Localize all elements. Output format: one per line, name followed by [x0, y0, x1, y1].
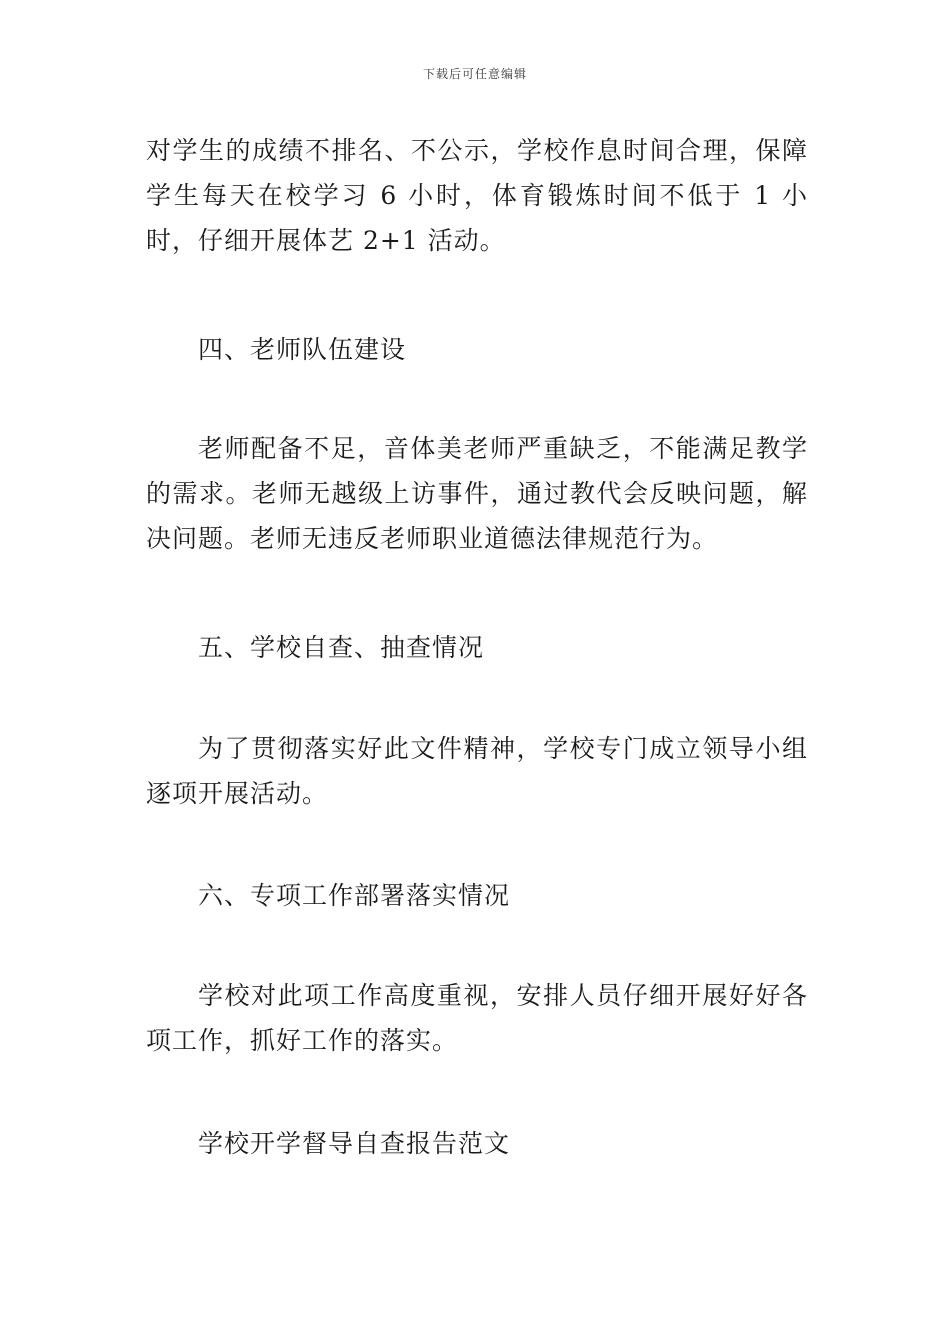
paragraph-special-work: 学校对此项工作高度重视，安排人员仔细开展好好各项工作，抓好工作的落实。 — [146, 981, 808, 1055]
section-heading-5: 五、学校自查、抽查情况 — [198, 633, 485, 662]
document-title-next: 学校开学督导自查报告范文 — [198, 1129, 511, 1158]
section-heading-6: 六、专项工作部署落实情况 — [198, 881, 511, 910]
paragraph-self-inspection: 为了贯彻落实好此文件精神，学校专门成立领导小组逐项开展活动。 — [146, 734, 808, 808]
paragraph-teacher-staffing: 老师配备不足，音体美老师严重缺乏，不能满足教学的需求。老师无越级上访事件，通过教代会反映问题，解决问题。老师无违反老师职业道德法律规范行为。 — [146, 434, 808, 553]
section-heading-4: 四、老师队伍建设 — [198, 335, 407, 364]
paragraph-continued: 对学生的成绩不排名、不公示，学校作息时间合理，保障学生每天在校学习 6 小时，体育锻炼时间不低于 1 小时，仔细开展体艺 2+1 活动。 — [146, 136, 808, 255]
header-note: 下载后可任意编辑 — [422, 67, 527, 81]
